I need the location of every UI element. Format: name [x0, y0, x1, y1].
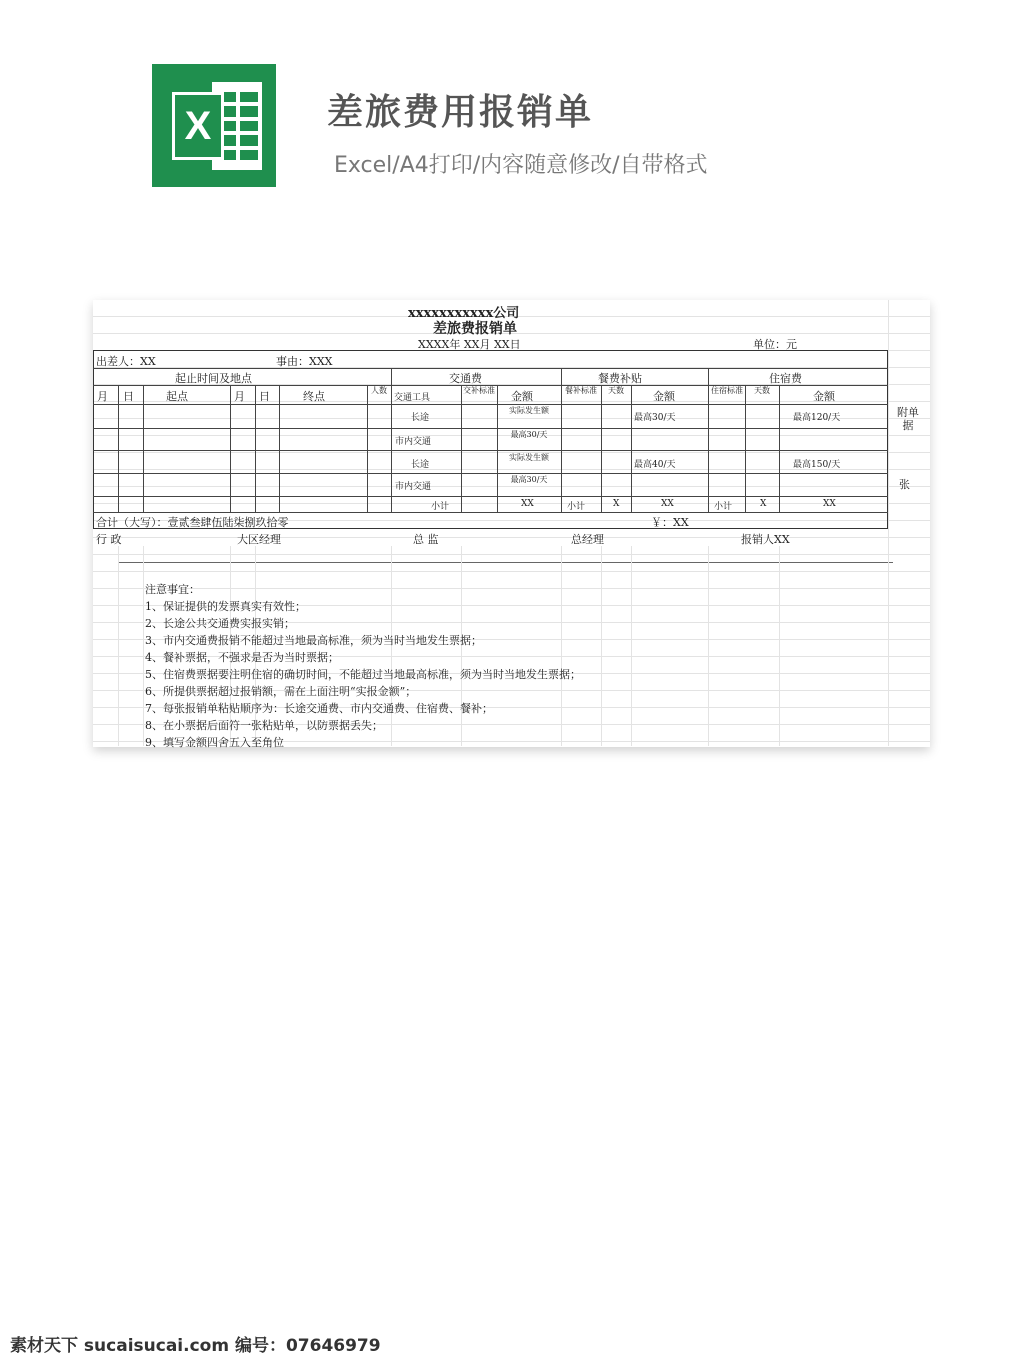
row3-vehicle: 长途	[411, 460, 430, 470]
page-subtitle: Excel/A4打印/内容随意修改/自带格式	[334, 153, 708, 178]
col-persons: 人数	[371, 386, 387, 395]
spreadsheet-preview	[93, 300, 930, 747]
sign-general-manager: 总经理	[571, 533, 604, 546]
sign-claimant: 报销人XX	[741, 533, 790, 546]
sign-admin: 行 政	[96, 533, 122, 546]
traveler-field: 出差人：XX	[96, 355, 156, 368]
note-item: 4、餐补票据，不强求是否为当时票据；	[145, 651, 339, 664]
col-lodging-std: 住宿标准	[711, 386, 743, 395]
col-lodging-amount: 金额	[813, 390, 835, 403]
row3-meal-amount: 最高40/天	[634, 460, 676, 470]
total-amount: ￥：XX	[651, 516, 689, 529]
note-item: 1、保证提供的发票真实有效性；	[145, 600, 306, 613]
notes-title: 注意事宜：	[145, 583, 200, 596]
subtotal-meal: XX	[661, 499, 674, 509]
subtotal-meal-days: X	[613, 499, 620, 509]
row4-transport-std: 最高30/天	[510, 475, 548, 484]
section-lodging: 住宿费	[769, 372, 802, 385]
form-unit: 单位：元	[753, 338, 797, 351]
note-item: 2、长途公共交通费实报实销；	[145, 617, 295, 630]
subtotal-label-3: 小计	[714, 502, 733, 512]
form-date: XXXX年 XX月 XX日	[418, 338, 521, 351]
row1-vehicle: 长途	[411, 413, 430, 423]
form-title: 差旅费报销单	[433, 321, 517, 337]
col-start: 起点	[166, 390, 188, 403]
col-day-2: 日	[259, 390, 270, 403]
col-month-2: 月	[234, 390, 245, 403]
section-transport: 交通费	[449, 372, 482, 385]
total-in-words: 合计（大写）：壹贰叁肆伍陆柒捌玖拾零	[96, 516, 289, 529]
subtotal-transport: XX	[521, 499, 534, 509]
col-meal-std: 餐补标准	[565, 386, 597, 395]
row1-transport-std: 实际发生额	[509, 406, 549, 415]
col-meal-days: 天数	[608, 386, 624, 395]
row4-vehicle: 市内交通	[395, 482, 432, 492]
note-item: 7、每张报销单粘贴顺序为：长途交通费、市内交通费、住宿费、餐补；	[145, 702, 493, 715]
excel-logo-icon	[152, 64, 276, 187]
subtotal-lodging: XX	[823, 499, 836, 509]
row2-transport-std: 最高30/天	[510, 430, 548, 439]
sign-regional-manager: 大区经理	[237, 533, 281, 546]
section-meal: 餐费补贴	[598, 372, 642, 385]
row2-vehicle: 市内交通	[395, 437, 432, 447]
note-item: 8、在小票据后面符一张粘贴单，以防票据丢失；	[145, 719, 383, 732]
subtotal-label-1: 小计	[431, 502, 450, 512]
col-meal-amount: 金额	[653, 390, 675, 403]
row1-lodging-amount: 最高120/天	[793, 413, 841, 423]
logo-letter: X	[172, 92, 224, 160]
row3-transport-std: 实际发生额	[509, 453, 549, 462]
sign-director: 总 监	[413, 533, 439, 546]
logo-grid	[218, 92, 258, 160]
col-day-1: 日	[123, 390, 134, 403]
subtotal-lodging-days: X	[760, 499, 767, 509]
company-name: xxxxxxxxxxx公司	[408, 306, 520, 321]
subtotal-label-2: 小计	[567, 502, 586, 512]
attachment-count-unit: 张	[899, 478, 910, 491]
note-item: 5、住宿费票据要注明住宿的确切时间，不能超过当地最高标准，须为当时当地发生票据；	[145, 668, 581, 681]
note-item: 9、填写金额四舍五入至角位	[145, 736, 284, 749]
col-transport-std: 交补标准	[463, 386, 495, 395]
section-time-place: 起止时间及地点	[175, 372, 252, 385]
col-transport-amount: 金额	[511, 390, 533, 403]
col-month-1: 月	[97, 390, 108, 403]
col-end: 终点	[303, 390, 325, 403]
attachment-note: 附单据	[897, 406, 919, 432]
page-title: 差旅费用报销单	[327, 92, 594, 133]
note-item: 6、所提供票据超过报销额，需在上面注明“实报金额”；	[145, 685, 417, 698]
row1-meal-amount: 最高30/天	[634, 413, 676, 423]
note-item: 3、市内交通费报销不能超过当地最高标准，须为当时当地发生票据；	[145, 634, 482, 647]
col-vehicle: 交通工具	[394, 393, 431, 403]
reason-field: 事由：XXX	[276, 355, 333, 368]
col-lodging-days: 天数	[754, 386, 770, 395]
watermark: 素材天下 sucaisucai.com 编号：07646979	[10, 1336, 381, 1356]
row3-lodging-amount: 最高150/天	[793, 460, 841, 470]
